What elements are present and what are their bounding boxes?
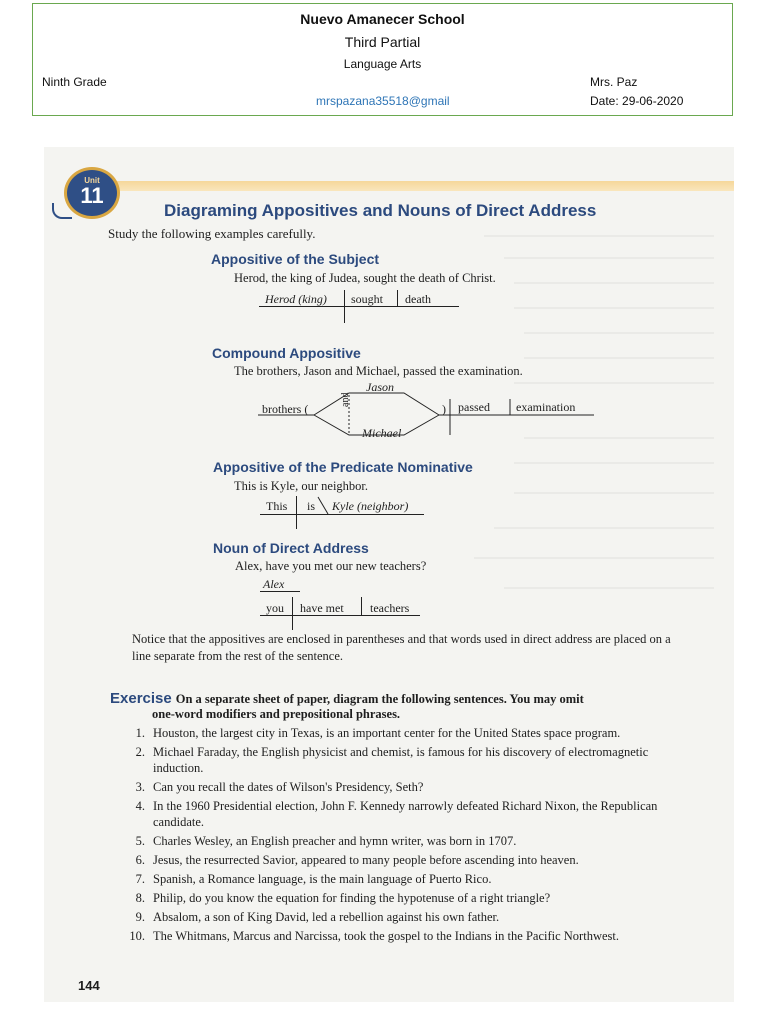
item-number: 9. xyxy=(135,910,145,924)
list-item xyxy=(120,744,690,776)
page-number: 144 xyxy=(78,978,100,993)
section-title: Appositive of the Subject xyxy=(211,251,380,267)
item-number: 2. xyxy=(135,745,145,759)
diagram-word: Michael xyxy=(362,426,402,440)
example-sentence: Herod, the king of Judea, sought the death of Christ. xyxy=(234,271,496,285)
list-item xyxy=(120,852,690,868)
diagram-divider xyxy=(296,496,297,529)
diagram-word: Jason xyxy=(366,380,394,394)
swirl-ornament-icon xyxy=(52,203,72,219)
exercise-label: Exercise xyxy=(110,690,172,707)
item-number: 1. xyxy=(135,726,145,740)
date-label: Date: 29-06-2020 xyxy=(590,94,684,108)
exercise-heading xyxy=(110,691,690,722)
list-item xyxy=(120,890,690,906)
exercise-instruction: one-word modifiers and prepositional phrases. xyxy=(152,707,401,721)
item-text: Philip, do you know the equation for finding the hypotenuse of a right triangle? xyxy=(153,891,551,905)
diagram-slant-line xyxy=(317,496,329,515)
diagram-word: ) xyxy=(442,402,446,416)
diagram-word: teachers xyxy=(370,601,410,615)
grade-label: Ninth Grade xyxy=(42,75,107,89)
example-sentence: Alex, have you met our new teachers? xyxy=(235,559,427,573)
diagram-word: Kyle (neighbor) xyxy=(332,499,409,513)
list-item xyxy=(120,798,690,830)
list-item xyxy=(120,909,690,925)
unit-word: Unit xyxy=(84,176,100,185)
section-title: Appositive of the Predicate Nominative xyxy=(213,459,473,475)
partial-title: Third Partial xyxy=(344,34,421,50)
section-title: Noun of Direct Address xyxy=(213,540,369,556)
item-number: 3. xyxy=(135,780,145,794)
item-text: In the 1960 Presidential election, John F. Kennedy narrowly defeated Richard Nixon, the Republican candidate. xyxy=(153,799,658,829)
list-item xyxy=(120,833,690,849)
diagram-divider xyxy=(397,290,398,306)
item-number: 6. xyxy=(135,853,145,867)
teacher-email: mrspazana35518@gmail xyxy=(316,94,450,108)
teacher-name: Mrs. Paz xyxy=(590,75,638,89)
page-title: Diagraming Appositives and Nouns of Direct Address xyxy=(164,201,597,220)
example-sentence: The brothers, Jason and Michael, passed the examination. xyxy=(234,364,523,378)
diagram-divider xyxy=(292,597,293,630)
diagram-word: is xyxy=(307,499,316,513)
item-text: Michael Faraday, the English physicist and chemist, is famous for his discovery of electromagnetic induction. xyxy=(153,745,649,775)
item-number: 10. xyxy=(129,929,145,943)
item-text: Charles Wesley, an English preacher and hymn writer, was born in 1707. xyxy=(153,834,517,848)
item-number: 7. xyxy=(135,872,145,886)
unit-banner-bar xyxy=(74,181,734,191)
diagram-word: you xyxy=(266,601,284,615)
diagram-word: death xyxy=(405,292,431,306)
section-title: Compound Appositive xyxy=(212,345,361,361)
unit-number: 11 xyxy=(80,183,104,208)
list-item xyxy=(120,725,690,741)
exercise-instruction: On a separate sheet of paper, diagram the following sentences. You may omit xyxy=(175,692,584,706)
list-item xyxy=(120,871,690,887)
diagram-word: examination xyxy=(516,400,576,414)
school-name: Nuevo Amanecer School xyxy=(300,11,465,27)
diagram-word: Herod (king) xyxy=(265,292,327,306)
diagram-word: and xyxy=(340,392,351,407)
item-text: Jesus, the resurrected Savior, appeared to many people before ascending into heaven. xyxy=(153,853,579,867)
diagram-word: passed xyxy=(458,400,490,414)
unit-badge xyxy=(64,167,120,219)
diagram-word: have met xyxy=(300,601,344,615)
intro-text: Study the following examples carefully. xyxy=(108,226,316,241)
item-text: Absalom, a son of King David, led a rebellion against his own father. xyxy=(153,910,500,924)
item-text: Spanish, a Romance language, is the main language of Puerto Rico. xyxy=(153,872,492,886)
item-text: Can you recall the dates of Wilson's Presidency, Seth? xyxy=(153,780,424,794)
header-box xyxy=(32,3,733,116)
diagram-address-line xyxy=(260,591,300,592)
diagram-word: sought xyxy=(351,292,384,306)
exercise-list xyxy=(120,725,690,947)
item-number: 4. xyxy=(135,799,145,813)
item-text: Houston, the largest city in Texas, is an important center for the United States space program. xyxy=(153,726,621,740)
scanned-page xyxy=(44,147,734,1002)
subject-name: Language Arts xyxy=(343,57,422,71)
list-item xyxy=(120,779,690,795)
diagram-divider xyxy=(344,290,345,323)
item-number: 8. xyxy=(135,891,145,905)
example-sentence: This is Kyle, our neighbor. xyxy=(234,479,369,493)
diagram-baseline xyxy=(260,514,424,515)
notice-paragraph: Notice that the appositives are enclosed in parentheses and that words used in direct address are placed on a line separate from the rest of the sentence. xyxy=(132,632,671,663)
item-number: 5. xyxy=(135,834,145,848)
diagram-divider xyxy=(361,597,362,615)
diagram-word: This xyxy=(266,499,288,513)
diagram-word: brothers ( xyxy=(262,402,309,416)
diagram-word: Alex xyxy=(263,577,285,591)
item-text: The Whitmans, Marcus and Narcissa, took the gospel to the Indians in the Pacific Northwest. xyxy=(153,929,619,943)
list-item xyxy=(120,928,690,944)
